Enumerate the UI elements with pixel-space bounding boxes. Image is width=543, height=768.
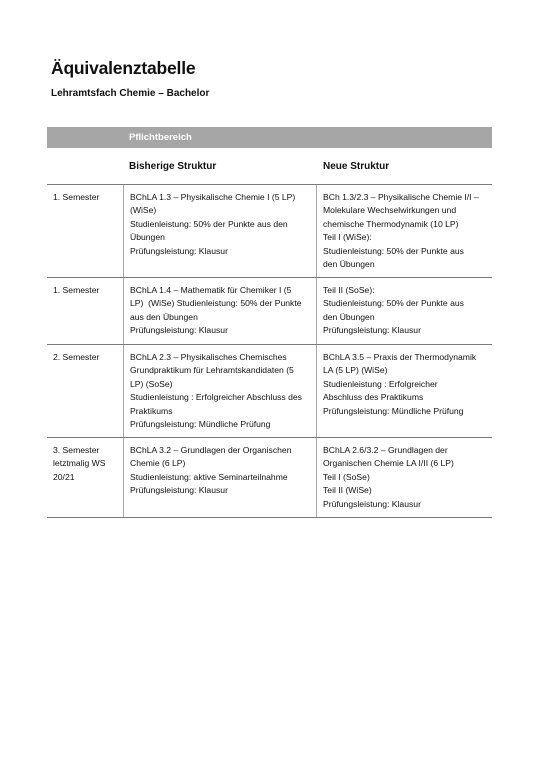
cell-line: Studienleistung: 50% der Punkte aus den [130,218,288,229]
semester-cell [47,278,124,344]
table-row [47,277,492,344]
page-subtitle: Lehramtsfach Chemie – Bachelor [51,88,210,99]
cell-line: den Übungen [323,259,375,270]
table-row [47,184,492,277]
cell-line: Prüfungsleistung: Klausur [130,325,228,336]
semester-cell [47,438,124,517]
cell-line: Teil I (WiSe): [323,232,372,243]
old-structure-cell [124,438,317,517]
column-header-row [47,148,492,184]
cell-line: Studienleistung : Erfolgreicher Abschluss des [130,392,302,403]
semester-cell [47,185,124,277]
section-label: Pflichtbereich [129,132,192,143]
section-header-bar [47,127,492,148]
cell-line: Prüfungsleistung: Klausur [130,245,228,256]
table-row [47,437,492,518]
table-row [47,344,492,437]
semester-text: 3. Semester [53,445,100,455]
cell-line: Praktikums [130,405,173,416]
cell-line: Abschluss des Praktikums [323,392,424,403]
cell-line: BChLA 3.2 – Grundlagen der Organischen [130,445,292,455]
cell-line: Studienleistung: 50% der Punkte aus [323,245,464,256]
cell-line: Studienleistung: 50% der Punkte aus [323,298,464,309]
cell-line: Teil II (SoSe): [323,285,375,295]
new-structure-cell [317,345,492,437]
page-title: Äquivalenztabelle [51,58,196,78]
cell-line: den Übungen [323,311,375,322]
old-structure-cell [124,345,317,437]
cell-line: BChLA 3.5 – Praxis der Thermodynamik [323,352,477,362]
cell-line: Organischen Chemie LA I/II (6 LP) [323,458,454,469]
semester-cell [47,345,124,437]
cell-line: LP) (WiSe) Studienleistung: 50% der Punkte [130,298,302,309]
old-structure-cell [124,185,317,277]
new-structure-cell [317,185,492,277]
cell-line: Prüfungsleistung: Klausur [323,498,421,509]
cell-line: Chemie (6 LP) [130,458,186,469]
cell-line: LP) (SoSe) [130,378,173,389]
cell-line: Studienleistung: aktive Seminarteilnahme [130,471,288,482]
semester-text: 1. Semester [53,285,100,295]
cell-line: Prüfungsleistung: Klausur [130,485,228,496]
cell-line: BChLA 1.3 – Physikalische Chemie I (5 LP) [130,192,296,202]
cell-line: BChLA 1.4 – Mathematik für Chemiker I (5 [130,285,292,295]
cell-line: BCh 1.3/2.3 – Physikalische Chemie I/I – [323,192,479,202]
semester-text: letztmalig WS [53,458,106,469]
semester-text: 2. Semester [53,352,100,362]
new-structure-cell [317,438,492,517]
cell-line: Übungen [130,232,165,243]
old-structure-cell [124,278,317,344]
cell-line: Studienleistung : Erfolgreicher [323,378,438,389]
cell-line: Prüfungsleistung: Mündliche Prüfung [130,419,271,430]
cell-line: BChLA 2.6/3.2 – Grundlagen der [323,445,448,455]
column-header-new-structure: Neue Struktur [323,161,390,172]
cell-line: Molekulare Wechselwirkungen und [323,205,457,216]
column-header-old-structure: Bisherige Struktur [129,161,217,172]
new-structure-cell [317,278,492,344]
cell-line: (WiSe) [130,205,157,216]
cell-line: BChLA 2.3 – Physikalisches Chemisches [130,352,287,362]
cell-line: Teil II (WiSe) [323,485,372,496]
cell-line: Teil I (SoSe) [323,471,370,482]
semester-text: 20/21 [53,471,75,482]
cell-line: Prüfungsleistung: Klausur [323,325,421,336]
cell-line: Grundpraktikum für Lehramtskandidaten (5 [130,365,294,376]
semester-text: 1. Semester [53,192,100,202]
cell-line: aus den Übungen [130,311,198,322]
cell-line: LA (5 LP) (WiSe) [323,365,388,376]
cell-line: Prüfungsleistung: Mündliche Prüfung [323,405,464,416]
equivalence-table [47,127,492,518]
cell-line: chemische Thermodynamik (10 LP) [323,218,459,229]
